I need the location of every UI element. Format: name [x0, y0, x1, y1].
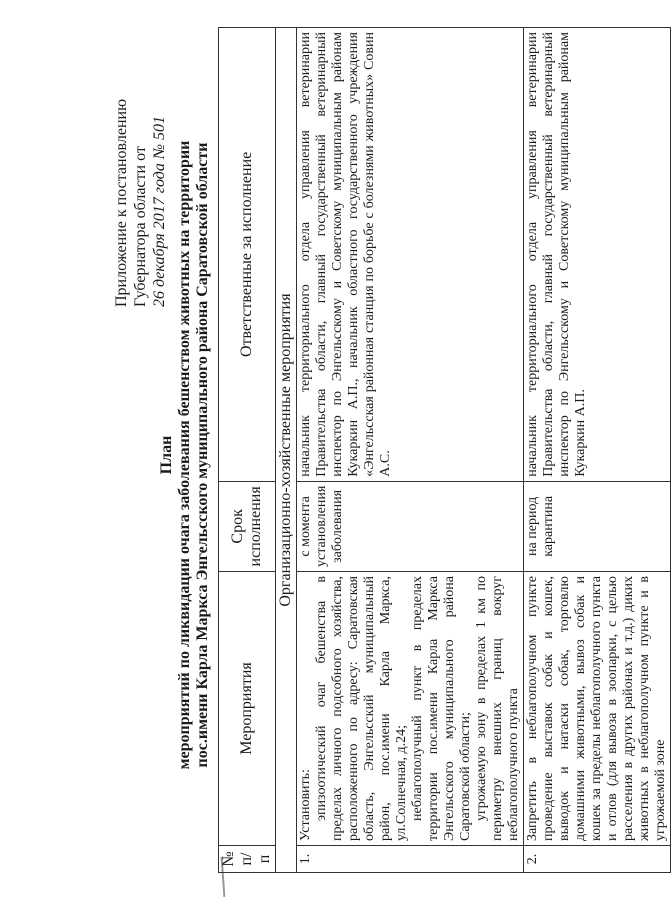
- row-term: с момента установления заболевания: [297, 481, 524, 571]
- approval-line-2: Губернатора области от: [132, 146, 149, 307]
- measure-intro: Установить:: [298, 769, 313, 841]
- row-measure: Запретить в неблагополучном пункте проведение выставок собак и кошек, выводок и натаски собак, торговлю домашними животными, вывоз собак и кошек за пределы неблагополучного пункта и отлов (для вывоза в зоопарки, с целью расселения в других районах и т.д.) диких животных в неблагополучном пункте и в угрожаемой зоне: [524, 572, 671, 846]
- header-num: № п/п: [219, 846, 276, 873]
- row-number: 1.: [297, 846, 524, 873]
- table-row: [524, 28, 671, 873]
- row-term: на период карантина: [524, 481, 671, 571]
- row-responsible: начальник территориального отдела управления ветеринарии Правительства области, главный государственный ветеринарный инспектор по Энгельсскому и Советскому муниципальным районам Кукаркин А.П., начальник областного государственного учреждения «Энгельсская районная станция по борьбе с болезнями животных» Совин А.С.: [297, 28, 524, 482]
- section-row: [276, 28, 297, 873]
- row-number: 2.: [524, 846, 671, 873]
- table-header-row: [219, 28, 276, 873]
- title-line-2: пос.имени Карла Маркса Энгельсского муниципального района Саратовской области: [194, 142, 211, 768]
- header-measures: Мероприятия: [219, 572, 276, 846]
- header-term: Срок исполнения: [219, 481, 276, 571]
- table-row: [297, 28, 524, 873]
- title-word: План: [158, 435, 175, 475]
- measure-paragraph: угрожаемую зону в пределах 1 км по периметру внешних границ вокруг неблагополучного пункта: [474, 576, 521, 841]
- approval-date-line: 26 декабря 2017 года № 501: [151, 116, 168, 307]
- section-title: Организационно-хозяйственные мероприятия: [276, 28, 297, 873]
- row-responsible: начальник территориального отдела управления ветеринарии Правительства области, главный государственный ветеринарный инспектор по Энгельсскому и Советскому муниципальным районам Кукаркин А.П.: [524, 28, 671, 482]
- measure-paragraph: эпизоотический очаг бешенства в пределах личного подсобного хозяйства, расположенного по адресу: Саратовская область, Энгельсский муниципальный район, пос.имени Карла Маркса, ул.Солнечная, д.24;: [314, 576, 409, 841]
- measures-table: [218, 27, 671, 873]
- row-measure: [297, 572, 524, 846]
- measure-paragraph: неблагополучный пункт в пределах территории пос.имени Карла Маркса Энгельсского муниципального района Саратовской области;: [410, 576, 473, 841]
- title-line-1: мероприятий по ликвидации очага заболевания бешенством животных на территории: [176, 140, 193, 770]
- header-responsible: Ответственные за исполнение: [219, 28, 276, 482]
- approval-line-1: Приложение к постановлению: [113, 98, 130, 307]
- document-title: [158, 35, 212, 875]
